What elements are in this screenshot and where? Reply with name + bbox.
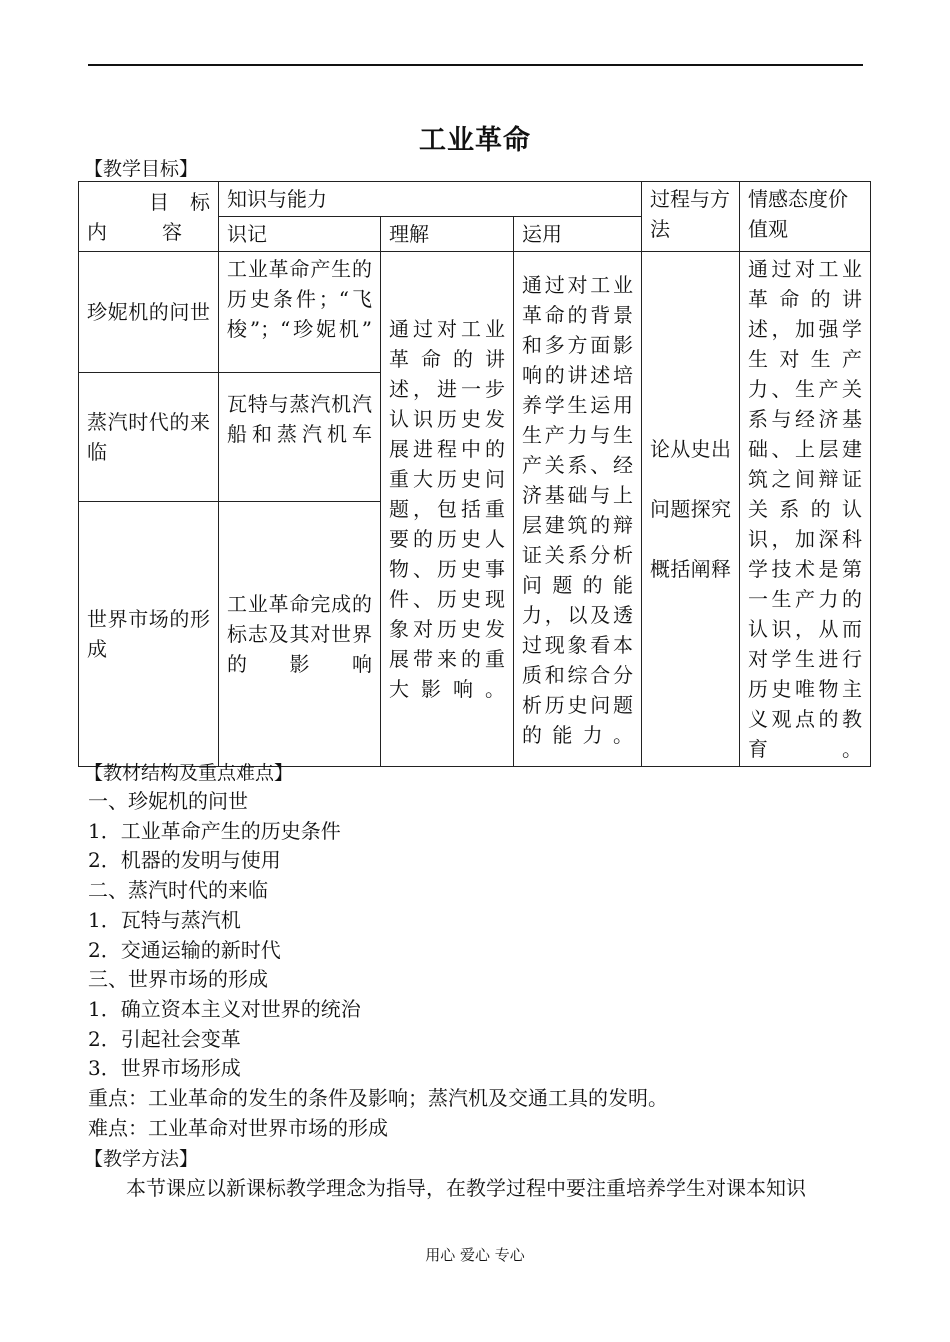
- emotion-cell: 通过对工业革命的讲述，加强学生对生产力、生产关系与经济基础、上层建筑之间辩证关系的认识，加深科学技术是第一生产力的认识，从而对学生进行历史唯物主义观点的教育。: [740, 252, 871, 767]
- list-item: 3．世界市场形成: [88, 1056, 241, 1081]
- understanding-cell: 通过对工业革命的讲述，进一步认识历史发展进程中的重大历史问题，包括重要的历史人物、历史事件、历史现象对历史发展带来的重大影响。: [381, 252, 514, 767]
- list-item: 1．瓦特与蒸汽机: [88, 907, 241, 932]
- list-item: 二、蒸汽时代的来临: [88, 878, 268, 903]
- corner-b2: 容: [162, 219, 182, 244]
- list-item: 2．引起社会变革: [88, 1026, 241, 1051]
- list-item: 1．确立资本主义对世界的统治: [88, 996, 361, 1021]
- method-heading: 【教学方法】: [84, 1148, 199, 1170]
- row-recall: 工业革命产生的历史条件；“飞梭”；“珍妮机”: [219, 252, 381, 373]
- emotion-values-header: 情感态度价值观: [740, 182, 871, 252]
- row-content: 世界市场的形成: [79, 502, 219, 767]
- understanding-header: 理解: [381, 217, 514, 252]
- list-item: 2．交通运输的新时代: [88, 937, 281, 962]
- row-recall: 工业革命完成的标志及其对世界的影响: [219, 502, 381, 767]
- corner-a1: 目: [149, 189, 169, 214]
- corner-a2: 标: [190, 189, 210, 214]
- structure-list: [88, 787, 878, 1143]
- process-item: 论从史出: [650, 437, 731, 461]
- row-content: 蒸汽时代的来临: [79, 373, 219, 502]
- structure-heading: 【教材结构及重点难点】: [84, 762, 294, 784]
- corner-header: [79, 182, 219, 252]
- process-item: 问题探究: [650, 497, 731, 521]
- objectives-table: [78, 181, 871, 767]
- row-content: 珍妮机的问世: [79, 252, 219, 373]
- list-item: 2．机器的发明与使用: [88, 848, 281, 873]
- application-header: 运用: [514, 217, 642, 252]
- list-item: 三、世界市场的形成: [88, 967, 268, 992]
- list-item: 1．工业革命产生的历史条件: [88, 818, 341, 843]
- header-rule: [88, 64, 863, 66]
- application-cell: 通过对工业革命的背景和多方面影响的讲述培养学生运用生产力与生产关系、经济基础与上层建筑的辩证关系分析问题的能力，以及透过现象看本质和综合分析历史问题的能力。: [514, 252, 642, 767]
- corner-b1: 内: [87, 219, 107, 244]
- difficult-point: 难点：工业革命对世界市场的形成: [88, 1115, 388, 1140]
- method-paragraph: 本节课应以新课标教学理念为指导，在教学过程中要注重培养学生对课本知识: [126, 1176, 806, 1200]
- process-item: 概括阐释: [650, 557, 731, 581]
- process-cell: [642, 252, 740, 767]
- page-title: 工业革命: [419, 125, 531, 156]
- process-method-header: 过程与方法: [642, 182, 740, 252]
- recall-header: 识记: [219, 217, 381, 252]
- page-footer: 用心 爱心 专心: [425, 1246, 525, 1264]
- objectives-heading: 【教学目标】: [84, 158, 199, 180]
- key-point: 重点：工业革命的发生的条件及影响；蒸汽机及交通工具的发明。: [88, 1086, 668, 1111]
- list-item: 一、珍妮机的问世: [88, 789, 248, 813]
- knowledge-ability-header: 知识与能力: [219, 182, 642, 217]
- row-recall: 瓦特与蒸汽机汽船和蒸汽机车: [219, 373, 381, 502]
